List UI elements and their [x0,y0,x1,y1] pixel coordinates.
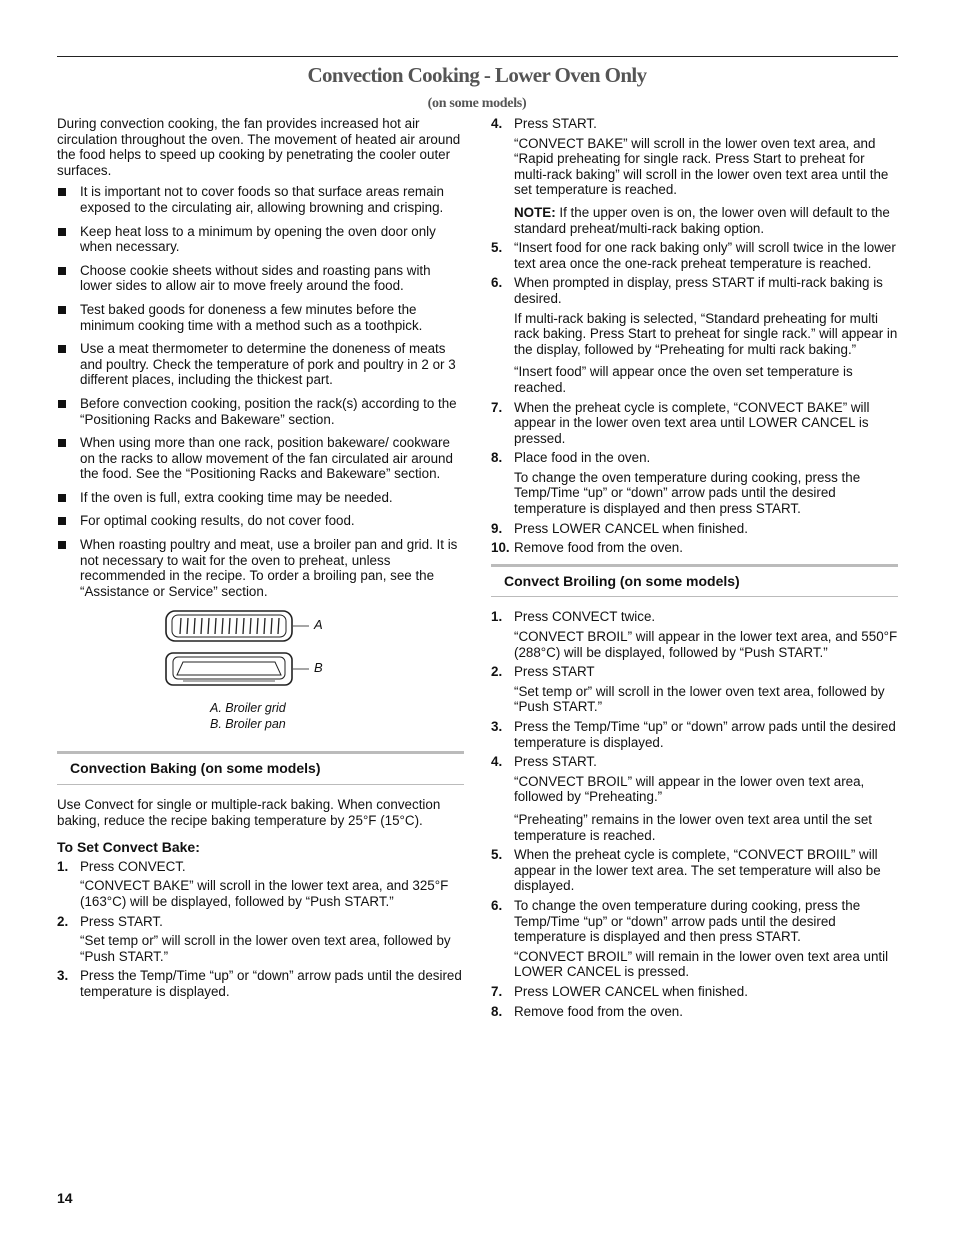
tip-item: If the oven is full, extra cooking time may be needed. [57,490,464,506]
step-number: 2. [491,664,503,680]
tip-item: When using more than one rack, position bakeware/ cookware on the racks to allow movement of the fan circulated air around the food. See the “Positioning Racks and Bakeware” section. [57,435,464,482]
step-item [491,984,898,1000]
step-number: 7. [491,983,503,999]
step-number: 10. [491,540,510,556]
tip-item: Use a meat thermometer to determine the doneness of meats and poultry. Check the temperature of pork and poultry in 2 or 3 different places, including the thickest part. [57,341,464,388]
header-rule [57,56,898,57]
step-note: “CONVECT BROIL” will appear in the lower text area, and 550°F (288°C) will be displayed, followed by “Push START.” [514,629,898,660]
step-number: 5. [491,847,503,863]
step-text: Press START. [80,913,163,929]
step-text: Press the Temp/Time “up” or “down” arrow pads until the desired temperature is displayed. [514,719,896,750]
broiler-grid-and-pan-illustration [163,607,323,691]
convect-broil-steps [491,609,898,1019]
convect-broiling-heading: Convect Broiling (on some models) [491,564,898,598]
figure-label-b: B [314,660,323,676]
step-text: When prompted in display, press START if multi-rack baking is desired. [514,275,883,306]
step-item [491,609,898,660]
step-item [57,914,464,965]
tip-item: It is important not to cover foods so that surface areas remain exposed to the circulating air, allowing browning and crisping. [57,184,464,215]
step-text: Press START. [514,116,597,131]
tip-item: For optimal cooking results, do not cover food. [57,513,464,529]
convection-baking-heading: Convection Baking (on some models) [57,751,464,785]
tips-list [57,184,464,599]
tip-item: Before convection cooking, position the rack(s) according to the “Positioning Racks and Bakeware” section. [57,396,464,427]
left-column [57,116,464,1004]
step-text: Remove food from the oven. [514,1003,683,1019]
tip-item: When roasting poultry and meat, use a broiler pan and grid. It is not necessary to wait for the oven to preheat, unless recommended in the recipe. To order a broiling pan, see the “Assistance or Service” section. [57,537,464,599]
tip-item: Choose cookie sheets without sides and roasting pans with lower sides to allow air to move freely around the food. [57,263,464,294]
step-note: To change the oven temperature during cooking, press the Temp/Time “up” or “down” arrow pads until the desired temperature is displayed and then press START. [514,469,861,517]
step-item [491,450,898,516]
step-number: 3. [57,968,69,984]
note-text: If the upper oven is on, the lower oven will default to the standard preheat/multi-rack baking option. [514,204,890,236]
tip-item: Keep heat loss to a minimum by opening the oven door only when necessary. [57,224,464,255]
step-text: Press CONVECT twice. [514,609,656,625]
step-note: “CONVECT BAKE” will scroll in the lower oven text area, and “Rapid preheating for single rack. Press Start to preheat for multi-rack baking” will scroll in the lower oven text area until the set temperature is reached. [514,135,889,198]
step-item [57,859,464,910]
step-number: 6. [491,275,503,291]
step-note: “CONVECT BAKE” will scroll in the lower text area, and 325°F (163°C) will be displayed, followed by “Push START.” [80,878,449,909]
step-text: “Insert food for one rack baking only” will scroll twice in the lower text area once the one-rack preheat temperature is reached. [514,240,896,271]
step-text: Press START [514,664,595,680]
step-number: 6. [491,897,503,913]
step-number: 8. [491,1003,503,1019]
tip-item: Test baked goods for doneness a few minutes before the minimum cooking time with a method such as a toothpick. [57,302,464,333]
step-number: 1. [57,858,69,874]
intro-paragraph: During convection cooking, the fan provides increased hot air circulation throughout the oven. The movement of heated air around the food helps to speed up cooking by penetrating the cooler outer surfaces. [57,116,461,178]
page-subtitle: (on some models) [427,96,527,111]
step-text: Press LOWER CANCEL when finished. [514,520,748,536]
convection-baking-intro: Use Convect for single or multiple-rack baking. When convection baking, reduce the recipe baking temperature by 25°F (15°C). [57,797,441,828]
convect-bake-steps-part1 [57,859,464,1000]
step-note: “Set temp or” will scroll in the lower oven text area, followed by “Push START.” [80,933,451,964]
step-number: 5. [491,240,503,256]
step-number: 4. [491,754,503,770]
step-note: “Preheating” remains in the lower oven text area until the set temperature is reached. [514,811,873,843]
broiler-figure [57,607,464,741]
step-item [491,540,898,556]
step-text: Remove food from the oven. [514,540,683,556]
right-column [491,116,898,1023]
step-item [491,1004,898,1020]
step-text: Press the Temp/Time “up” or “down” arrow pads until the desired temperature is displayed. [80,968,462,999]
step-item [491,400,898,447]
step-item [491,898,898,980]
step-number: 7. [491,399,503,415]
convect-bake-steps-part2 [491,116,898,556]
step-text: Press CONVECT. [80,858,186,874]
step-note: “Insert food” will appear once the oven set temperature is reached. [514,364,853,395]
figure-label-a: A [314,617,323,633]
step-item [57,968,464,999]
step-note-important [514,205,898,236]
step-item [491,116,898,236]
step-note: “CONVECT BROIL” will remain in the lower oven text area until LOWER CANCEL is pressed. [514,948,889,980]
step-number: 1. [491,609,503,625]
step-note: “CONVECT BROIL” will appear in the lower oven text area, followed by “Preheating.” [514,773,865,805]
step-text: Press LOWER CANCEL when finished. [514,983,748,999]
step-item [491,275,898,395]
page-title: Convection Cooking - Lower Oven Only [307,63,647,87]
step-text: Press START. [514,754,597,770]
step-number: 2. [57,913,69,929]
step-text: When the preheat cycle is complete, “CONVECT BAKE” will appear in the lower oven text area until LOWER CANCEL is pressed. [514,399,870,446]
step-number: 9. [491,520,503,536]
step-text: Place food in the oven. [514,450,651,466]
step-number: 3. [491,719,503,734]
step-item [491,240,898,271]
note-label: NOTE: [514,204,556,220]
figure-caption-b: B. Broiler pan [210,717,286,732]
step-note: If multi-rack baking is selected, “Standard preheating for multi rack baking. Press Start to preheat for single rack.” will appear in the display, followed by “Preheating for multi rack baking.” [514,310,898,357]
step-item [491,847,898,894]
step-item [491,719,898,750]
step-item [491,521,898,537]
figure-caption-a: A. Broiler grid [210,701,286,716]
step-number: 8. [491,450,503,466]
step-note: “Set temp or” will scroll in the lower oven text area, followed by “Push START.” [514,683,885,715]
step-item [491,754,898,843]
step-number: 4. [491,116,503,131]
step-text: When the preheat cycle is complete, “CONVECT BROIIL” will appear in the lower text area. The set temperature will also be displayed. [514,847,881,894]
step-item [491,664,898,715]
step-text: To change the oven temperature during cooking, press the Temp/Time “up” or “down” arrow pads until the desired temperature is displayed and then press START. [514,897,861,945]
set-convect-bake-heading: To Set Convect Bake: [57,839,200,856]
page-number: 14 [57,1190,73,1206]
